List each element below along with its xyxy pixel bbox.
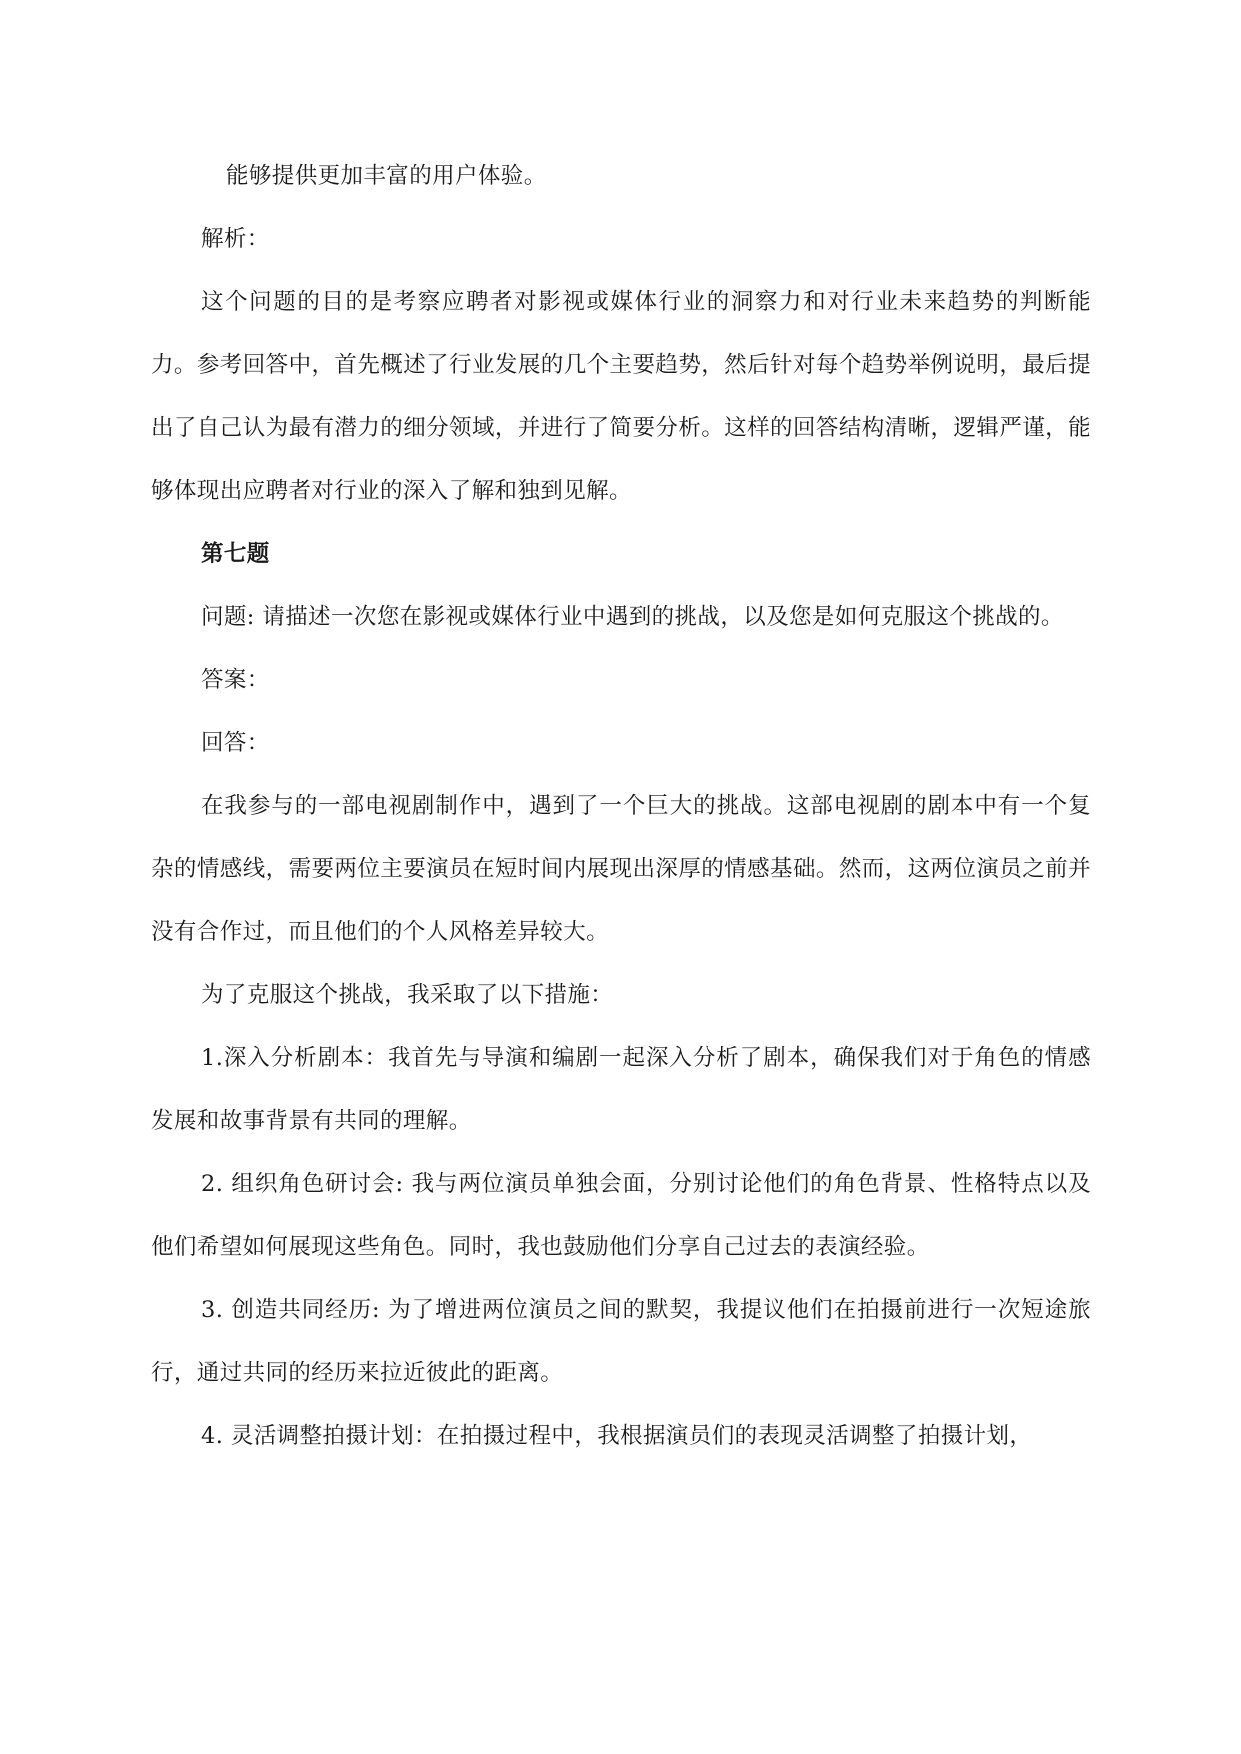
analysis-label: 解析： xyxy=(201,226,270,252)
question-paragraph: 问题: 请描述一次您在影视或媒体行业中遇到的挑战，以及您是如何克服这个挑战的。 xyxy=(201,604,1064,630)
measure-item-3: 3. 创造共同经历: 为了增进两位演员之间的默契，我提议他们在拍摄前进行一次短途旅行，通过共同的经历来拉近彼此的距离。 xyxy=(151,1297,1091,1386)
section-heading: 第七题 xyxy=(201,541,270,567)
analysis-paragraph: 这个问题的目的是考察应聘者对影视或媒体行业的洞察力和对行业未来趋势的判断能力。参考回答中，首先概述了行业发展的几个主要趋势，然后针对每个趋势举例说明，最后提出了自己认为最有潜力的细分领域，并进行了简要分析。这样的回答结构清晰，逻辑严谨，能够体现出应聘者对行业的深入了解和独到见解。 xyxy=(151,289,1091,504)
measures-intro: 为了克服这个挑战，我采取了以下措施： xyxy=(201,982,614,1008)
measure-item-1: 1.深入分析剧本：我首先与导演和编剧一起深入分析了剧本，确保我们对于角色的情感发展和故事背景有共同的理解。 xyxy=(151,1045,1091,1134)
challenge-paragraph: 在我参与的一部电视剧制作中，遇到了一个巨大的挑战。这部电视剧的剧本中有一个复杂的情感线，需要两位主要演员在短时间内展现出深厚的情感基础。然而，这两位演员之前并没有合作过，而且他们的个人风格差异较大。 xyxy=(151,793,1091,945)
continued-answer-line: 能够提供更加丰富的用户体验。 xyxy=(226,163,547,189)
measure-item-2: 2. 组织角色研讨会: 我与两位演员单独会面，分别讨论他们的角色背景、性格特点以及他们希望如何展现这些角色。同时，我也鼓励他们分享自己过去的表演经验。 xyxy=(151,1171,1091,1260)
reply-label: 回答： xyxy=(201,730,270,756)
document-body xyxy=(151,145,1091,1468)
answer-label: 答案： xyxy=(201,667,270,693)
measure-item-4: 4. 灵活调整拍摄计划：在拍摄过程中，我根据演员们的表现灵活调整了拍摄计划， xyxy=(201,1423,1033,1449)
